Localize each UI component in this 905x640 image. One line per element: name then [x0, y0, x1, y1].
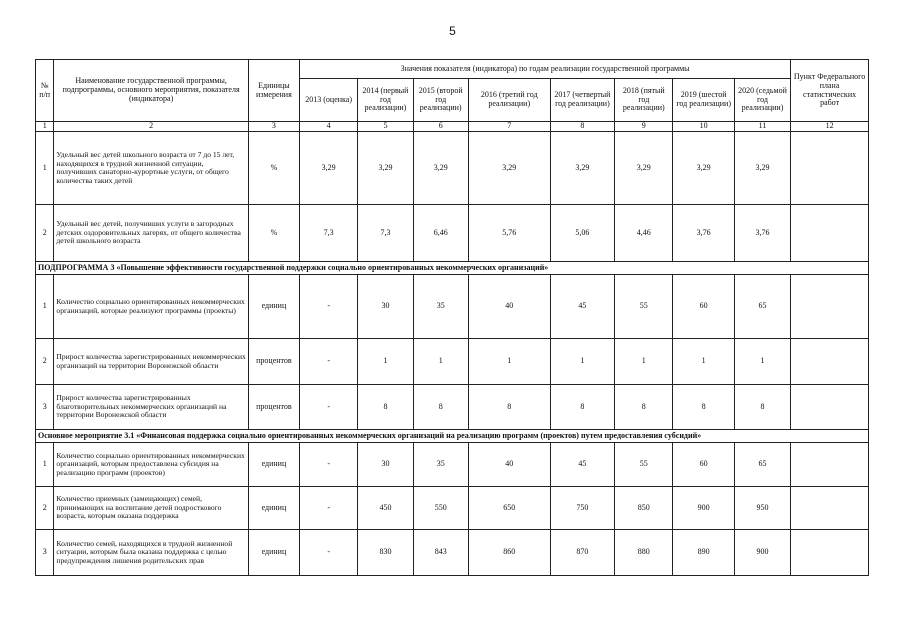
- row-value: 40: [468, 275, 550, 339]
- row-unit: единиц: [248, 530, 299, 576]
- row-value: 5,76: [468, 205, 550, 262]
- row-value: -: [299, 487, 357, 530]
- row-value: 1: [734, 339, 790, 385]
- subprogram-title: ПОДПРОГРАММА 3 «Повышение эффективности государственной поддержки социально ориентированных некоммерческих организаций»: [36, 262, 869, 275]
- row-value: 8: [413, 385, 468, 430]
- header-year: 2017 (четвертый год реализации): [550, 79, 614, 122]
- row-name: Количество социально ориентированных некоммерческих организаций, которые реализуют программы (проекты): [54, 275, 248, 339]
- row-num: 1: [36, 132, 54, 205]
- row-value: 3,29: [358, 132, 413, 205]
- table-row: [36, 339, 869, 385]
- row-federal: [791, 339, 869, 385]
- row-value: 8: [734, 385, 790, 430]
- column-number: 10: [673, 122, 734, 132]
- row-federal: [791, 487, 869, 530]
- column-number: 9: [615, 122, 673, 132]
- row-value: 65: [734, 443, 790, 487]
- row-name: Количество семей, находящихся в трудной жизненной ситуации, которым была оказана поддержка с целью предупреждения лишения родительских прав: [54, 530, 248, 576]
- row-num: 3: [36, 530, 54, 576]
- row-num: 2: [36, 487, 54, 530]
- header-year: 2018 (пятый год реализации): [615, 79, 673, 122]
- header-values-group: Значения показателя (индикатора) по годам реализации государственной программы: [299, 60, 790, 79]
- row-value: 900: [673, 487, 734, 530]
- row-value: 7,3: [299, 205, 357, 262]
- column-number: 2: [54, 122, 248, 132]
- header-year: 2013 (оценка): [299, 79, 357, 122]
- row-value: 1: [468, 339, 550, 385]
- row-unit: единиц: [248, 275, 299, 339]
- row-value: 6,46: [413, 205, 468, 262]
- table-row: [36, 385, 869, 430]
- row-value: 1: [615, 339, 673, 385]
- row-value: 843: [413, 530, 468, 576]
- row-value: 30: [358, 443, 413, 487]
- row-value: -: [299, 385, 357, 430]
- row-value: 60: [673, 443, 734, 487]
- row-value: -: [299, 339, 357, 385]
- table-row: [36, 443, 869, 487]
- header-federal: Пункт Федерального плана статистических работ: [791, 60, 869, 122]
- row-value: 1: [413, 339, 468, 385]
- header-name: Наименование государственной программы, подпрограммы, основного мероприятия, показателя (индикатора): [54, 60, 248, 122]
- row-value: 3,29: [734, 132, 790, 205]
- section-row: [36, 262, 869, 275]
- row-name: Количество приемных (замещающих) семей, принимающих на воспитание детей подросткового возраста, которым оказана поддержка: [54, 487, 248, 530]
- row-value: 850: [615, 487, 673, 530]
- row-value: 35: [413, 443, 468, 487]
- row-value: 830: [358, 530, 413, 576]
- row-value: 550: [413, 487, 468, 530]
- row-value: 450: [358, 487, 413, 530]
- row-value: 950: [734, 487, 790, 530]
- row-value: 45: [550, 443, 614, 487]
- row-federal: [791, 275, 869, 339]
- header-year: 2020 (седьмой год реализации): [734, 79, 790, 122]
- row-federal: [791, 205, 869, 262]
- row-unit: %: [248, 205, 299, 262]
- row-value: 3,29: [413, 132, 468, 205]
- column-number: 5: [358, 122, 413, 132]
- row-name: Количество социально ориентированных некоммерческих организаций, которым предоставлена субсидия на реализацию программ (проектов): [54, 443, 248, 487]
- table-row: [36, 132, 869, 205]
- header-year: 2019 (шестой год реализации): [673, 79, 734, 122]
- column-number: 8: [550, 122, 614, 132]
- header-year: 2016 (третий год реализации): [468, 79, 550, 122]
- row-value: 890: [673, 530, 734, 576]
- column-number-row: [36, 122, 869, 132]
- row-value: 35: [413, 275, 468, 339]
- table-row: [36, 205, 869, 262]
- row-value: 860: [468, 530, 550, 576]
- row-num: 1: [36, 443, 54, 487]
- section-row: [36, 430, 869, 443]
- row-value: 3,76: [673, 205, 734, 262]
- row-value: -: [299, 530, 357, 576]
- row-value: 65: [734, 275, 790, 339]
- header-year: 2015 (второй год реализации): [413, 79, 468, 122]
- row-unit: единиц: [248, 487, 299, 530]
- row-value: 3,29: [550, 132, 614, 205]
- row-value: 3,29: [673, 132, 734, 205]
- row-value: 5,06: [550, 205, 614, 262]
- row-num: 2: [36, 339, 54, 385]
- column-number: 6: [413, 122, 468, 132]
- row-value: -: [299, 275, 357, 339]
- row-value: 7,3: [358, 205, 413, 262]
- table-row: [36, 530, 869, 576]
- row-federal: [791, 530, 869, 576]
- column-number: 1: [36, 122, 54, 132]
- header-year: 2014 (первый год реализации): [358, 79, 413, 122]
- row-value: 4,46: [615, 205, 673, 262]
- row-name: Прирост количества зарегистрированных благотворительных некоммерческих организаций на территории Воронежской области: [54, 385, 248, 430]
- table-row: [36, 487, 869, 530]
- row-value: 8: [468, 385, 550, 430]
- row-value: -: [299, 443, 357, 487]
- row-value: 30: [358, 275, 413, 339]
- row-num: 1: [36, 275, 54, 339]
- row-value: 8: [358, 385, 413, 430]
- main-activity-title: Основное мероприятие 3.1 «Финансовая поддержка социально ориентированных некоммерческих организаций на реализацию программ (проектов) путем предоставления субсидий»: [36, 430, 869, 443]
- column-number: 12: [791, 122, 869, 132]
- column-number: 3: [248, 122, 299, 132]
- row-num: 3: [36, 385, 54, 430]
- column-number: 7: [468, 122, 550, 132]
- row-value: 8: [615, 385, 673, 430]
- row-value: 8: [673, 385, 734, 430]
- column-number: 4: [299, 122, 357, 132]
- row-value: 3,76: [734, 205, 790, 262]
- table-row: [36, 275, 869, 339]
- row-value: 870: [550, 530, 614, 576]
- row-value: 45: [550, 275, 614, 339]
- row-value: 3,29: [615, 132, 673, 205]
- header-num: № п/п: [36, 60, 54, 122]
- row-unit: процентов: [248, 339, 299, 385]
- row-num: 2: [36, 205, 54, 262]
- page-number: 5: [449, 24, 456, 38]
- header-unit: Единицы измерения: [248, 60, 299, 122]
- row-value: 1: [358, 339, 413, 385]
- row-value: 8: [550, 385, 614, 430]
- row-federal: [791, 132, 869, 205]
- row-federal: [791, 385, 869, 430]
- row-unit: процентов: [248, 385, 299, 430]
- row-value: 750: [550, 487, 614, 530]
- row-value: 650: [468, 487, 550, 530]
- row-value: 3,29: [299, 132, 357, 205]
- row-value: 900: [734, 530, 790, 576]
- row-name: Удельный вес детей школьного возраста от 7 до 15 лет, находящихся в трудной жизненной ситуации, получивших санаторно-курортные услуги, от общего количества таких детей: [54, 132, 248, 205]
- row-name: Прирост количества зарегистрированных некоммерческих организаций на территории Воронежской области: [54, 339, 248, 385]
- row-value: 55: [615, 443, 673, 487]
- row-value: 40: [468, 443, 550, 487]
- row-name: Удельный вес детей, получивших услуги в загородных детских оздоровительных лагерях, от общего количества детей школьного возраста: [54, 205, 248, 262]
- row-value: 55: [615, 275, 673, 339]
- row-federal: [791, 443, 869, 487]
- row-unit: единиц: [248, 443, 299, 487]
- column-number: 11: [734, 122, 790, 132]
- row-value: 1: [673, 339, 734, 385]
- row-value: 3,29: [468, 132, 550, 205]
- indicators-table: [35, 59, 869, 576]
- row-value: 1: [550, 339, 614, 385]
- row-unit: %: [248, 132, 299, 205]
- row-value: 60: [673, 275, 734, 339]
- row-value: 880: [615, 530, 673, 576]
